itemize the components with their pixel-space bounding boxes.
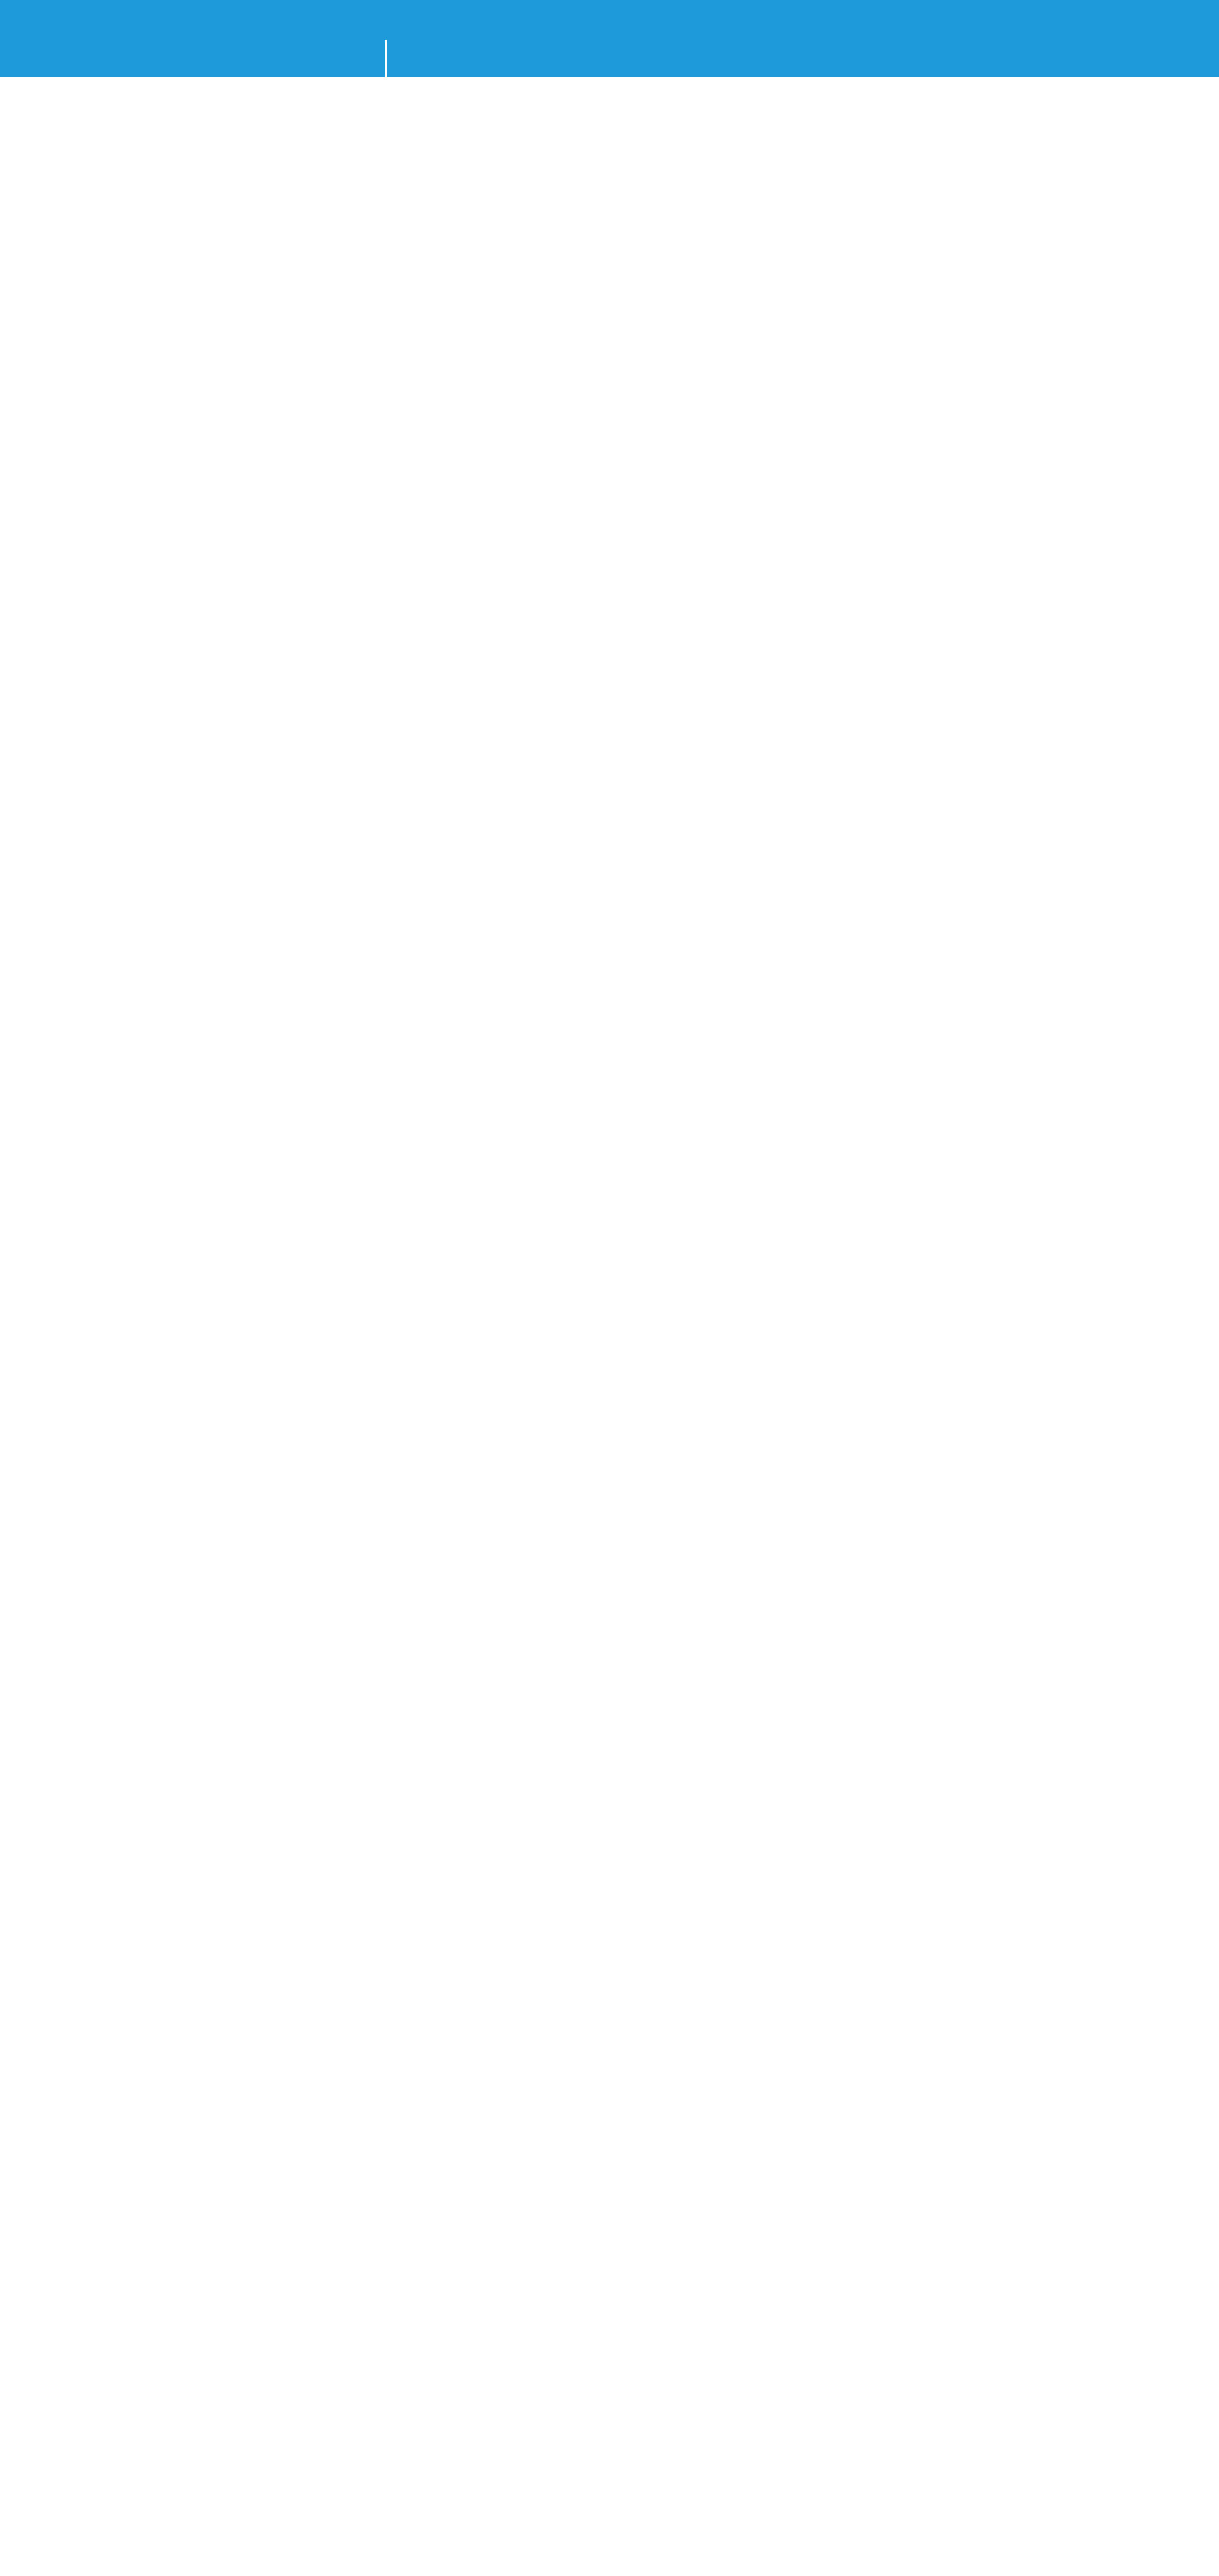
model-header-row [0, 40, 1219, 77]
model-label [0, 40, 386, 77]
spec-table [0, 0, 1219, 77]
model-value [386, 40, 1219, 77]
spec-table-body [0, 0, 1219, 77]
document-title-row [0, 0, 1219, 40]
page-title [0, 0, 1219, 40]
spec-sheet [0, 0, 1219, 77]
